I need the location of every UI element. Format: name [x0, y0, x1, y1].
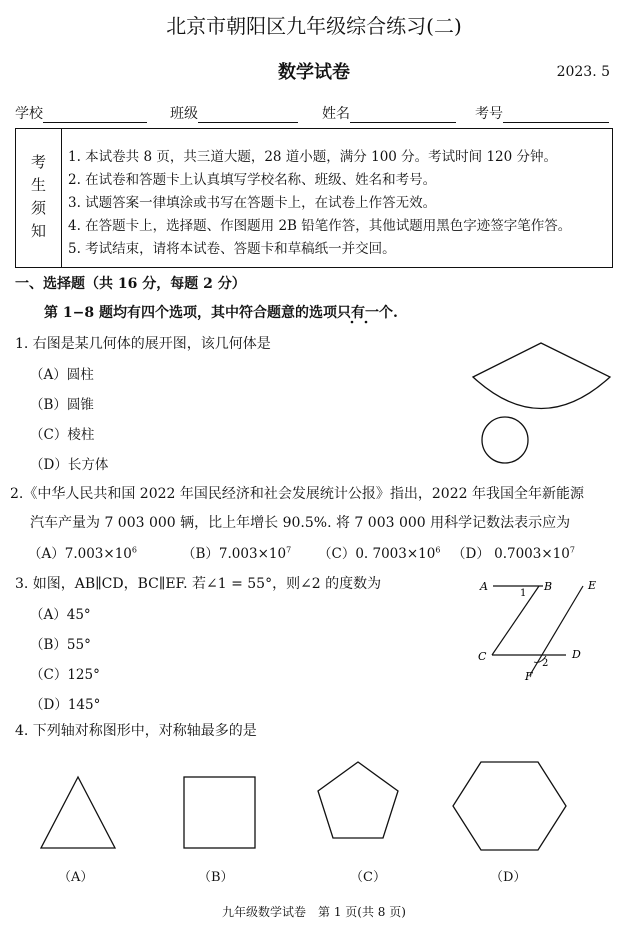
question-3-option: （C）125° [30, 667, 100, 683]
section-instruction: 第 1−8 题均有四个选项，其中符合题意的选项只有一个. [44, 305, 398, 321]
notice-char: 知 [31, 222, 47, 240]
section-heading: 一、选择题（共 16 分，每题 2 分） [15, 276, 246, 292]
question-4-option-d-label: （D） [490, 870, 527, 885]
regular-hexagon-shape [453, 762, 566, 850]
equilateral-triangle-shape [41, 777, 115, 848]
option-exponent: 7 [569, 545, 575, 555]
question-4-stem: 4. 下列轴对称图形中，对称轴最多的是 [15, 723, 257, 739]
notice-line: 1. 本试卷共 8 页，共三道大题，28 道小题，满分 100 分。考试时间 120 分钟。 [68, 149, 558, 165]
exam-date: 2023. 5 [556, 64, 610, 80]
label-e: E [588, 579, 597, 592]
notice-char: 生 [31, 176, 47, 194]
question-4-option-a-label: （A） [58, 870, 94, 885]
label-c: C [478, 650, 487, 663]
question-1-option: （B）圆锥 [30, 397, 94, 413]
notice-line: 5. 考试结束，请将本试卷、答题卡和草稿纸一并交回。 [68, 241, 396, 257]
option-text: （C）0. 7003×10 [318, 546, 436, 562]
label-a: A [480, 580, 488, 593]
notice-char: 考 [31, 153, 47, 171]
option-text: （A）7.003×10 [28, 546, 132, 562]
exam-subtitle: 数学试卷 [278, 62, 350, 83]
notice-line: 2. 在试卷和答题卡上认真填写学校名称、班级、姓名和考号。 [68, 172, 437, 188]
question-1-stem: 1. 右图是某几何体的展开图，该几何体是 [15, 336, 271, 352]
square-shape [184, 777, 255, 848]
question-3-stem: 3. 如图，AB∥CD，BC∥EF. 若∠1 = 55°，则∠2 的度数为 [15, 576, 382, 592]
field-exam-number-label: 考号 [475, 106, 503, 122]
question-1-option: （C）棱柱 [30, 427, 95, 443]
exam-title: 北京市朝阳区九年级综合练习(二) [166, 14, 462, 38]
option-exponent: 7 [286, 545, 292, 555]
question-2-line2: 汽车产量为 7 003 000 辆，比上年增长 90.5%. 将 7 003 000 用科学记数法表示应为 [30, 515, 571, 531]
option-exponent: 6 [435, 545, 441, 555]
label-d: D [572, 648, 581, 661]
field-name-label: 姓名 [322, 106, 350, 122]
question-4-option-c-label: （C） [350, 870, 386, 885]
label-b: B [544, 580, 553, 593]
question-1-option: （A）圆柱 [30, 367, 94, 383]
label-f: F [525, 670, 533, 683]
regular-pentagon-shape [318, 762, 398, 838]
option-text: （D） 0.7003×10 [452, 546, 570, 562]
notice-char: 须 [31, 199, 47, 217]
field-school-label: 学校 [15, 106, 43, 122]
option-exponent: 6 [131, 545, 137, 555]
question-3-option: （A）45° [30, 607, 91, 623]
question-3-option: （D）145° [30, 697, 101, 713]
label-angle-2: 2 [542, 658, 549, 669]
notice-line: 4. 在答题卡上，选择题、作图题用 2B 铅笔作答，其他试题用黑色字迹签字笔作答。 [68, 218, 572, 234]
notice-line: 3. 试题答案一律填涂或书写在答题卡上，在试卷上作答无效。 [68, 195, 437, 211]
question-1-option: （D）长方体 [30, 457, 109, 473]
question-4-option-b-label: （B） [198, 870, 234, 885]
question-2-line1: 2.《中华人民共和国 2022 年国民经济和社会发展统计公报》指出，2022 年我国全年新能源 [10, 486, 584, 502]
question-3-option: （B）55° [30, 637, 91, 653]
field-class-label: 班级 [170, 106, 198, 122]
option-text: （B）7.003×10 [182, 546, 287, 562]
page-footer: 九年级数学试卷 第 1 页(共 8 页) [222, 905, 406, 919]
label-angle-1: 1 [520, 588, 527, 599]
